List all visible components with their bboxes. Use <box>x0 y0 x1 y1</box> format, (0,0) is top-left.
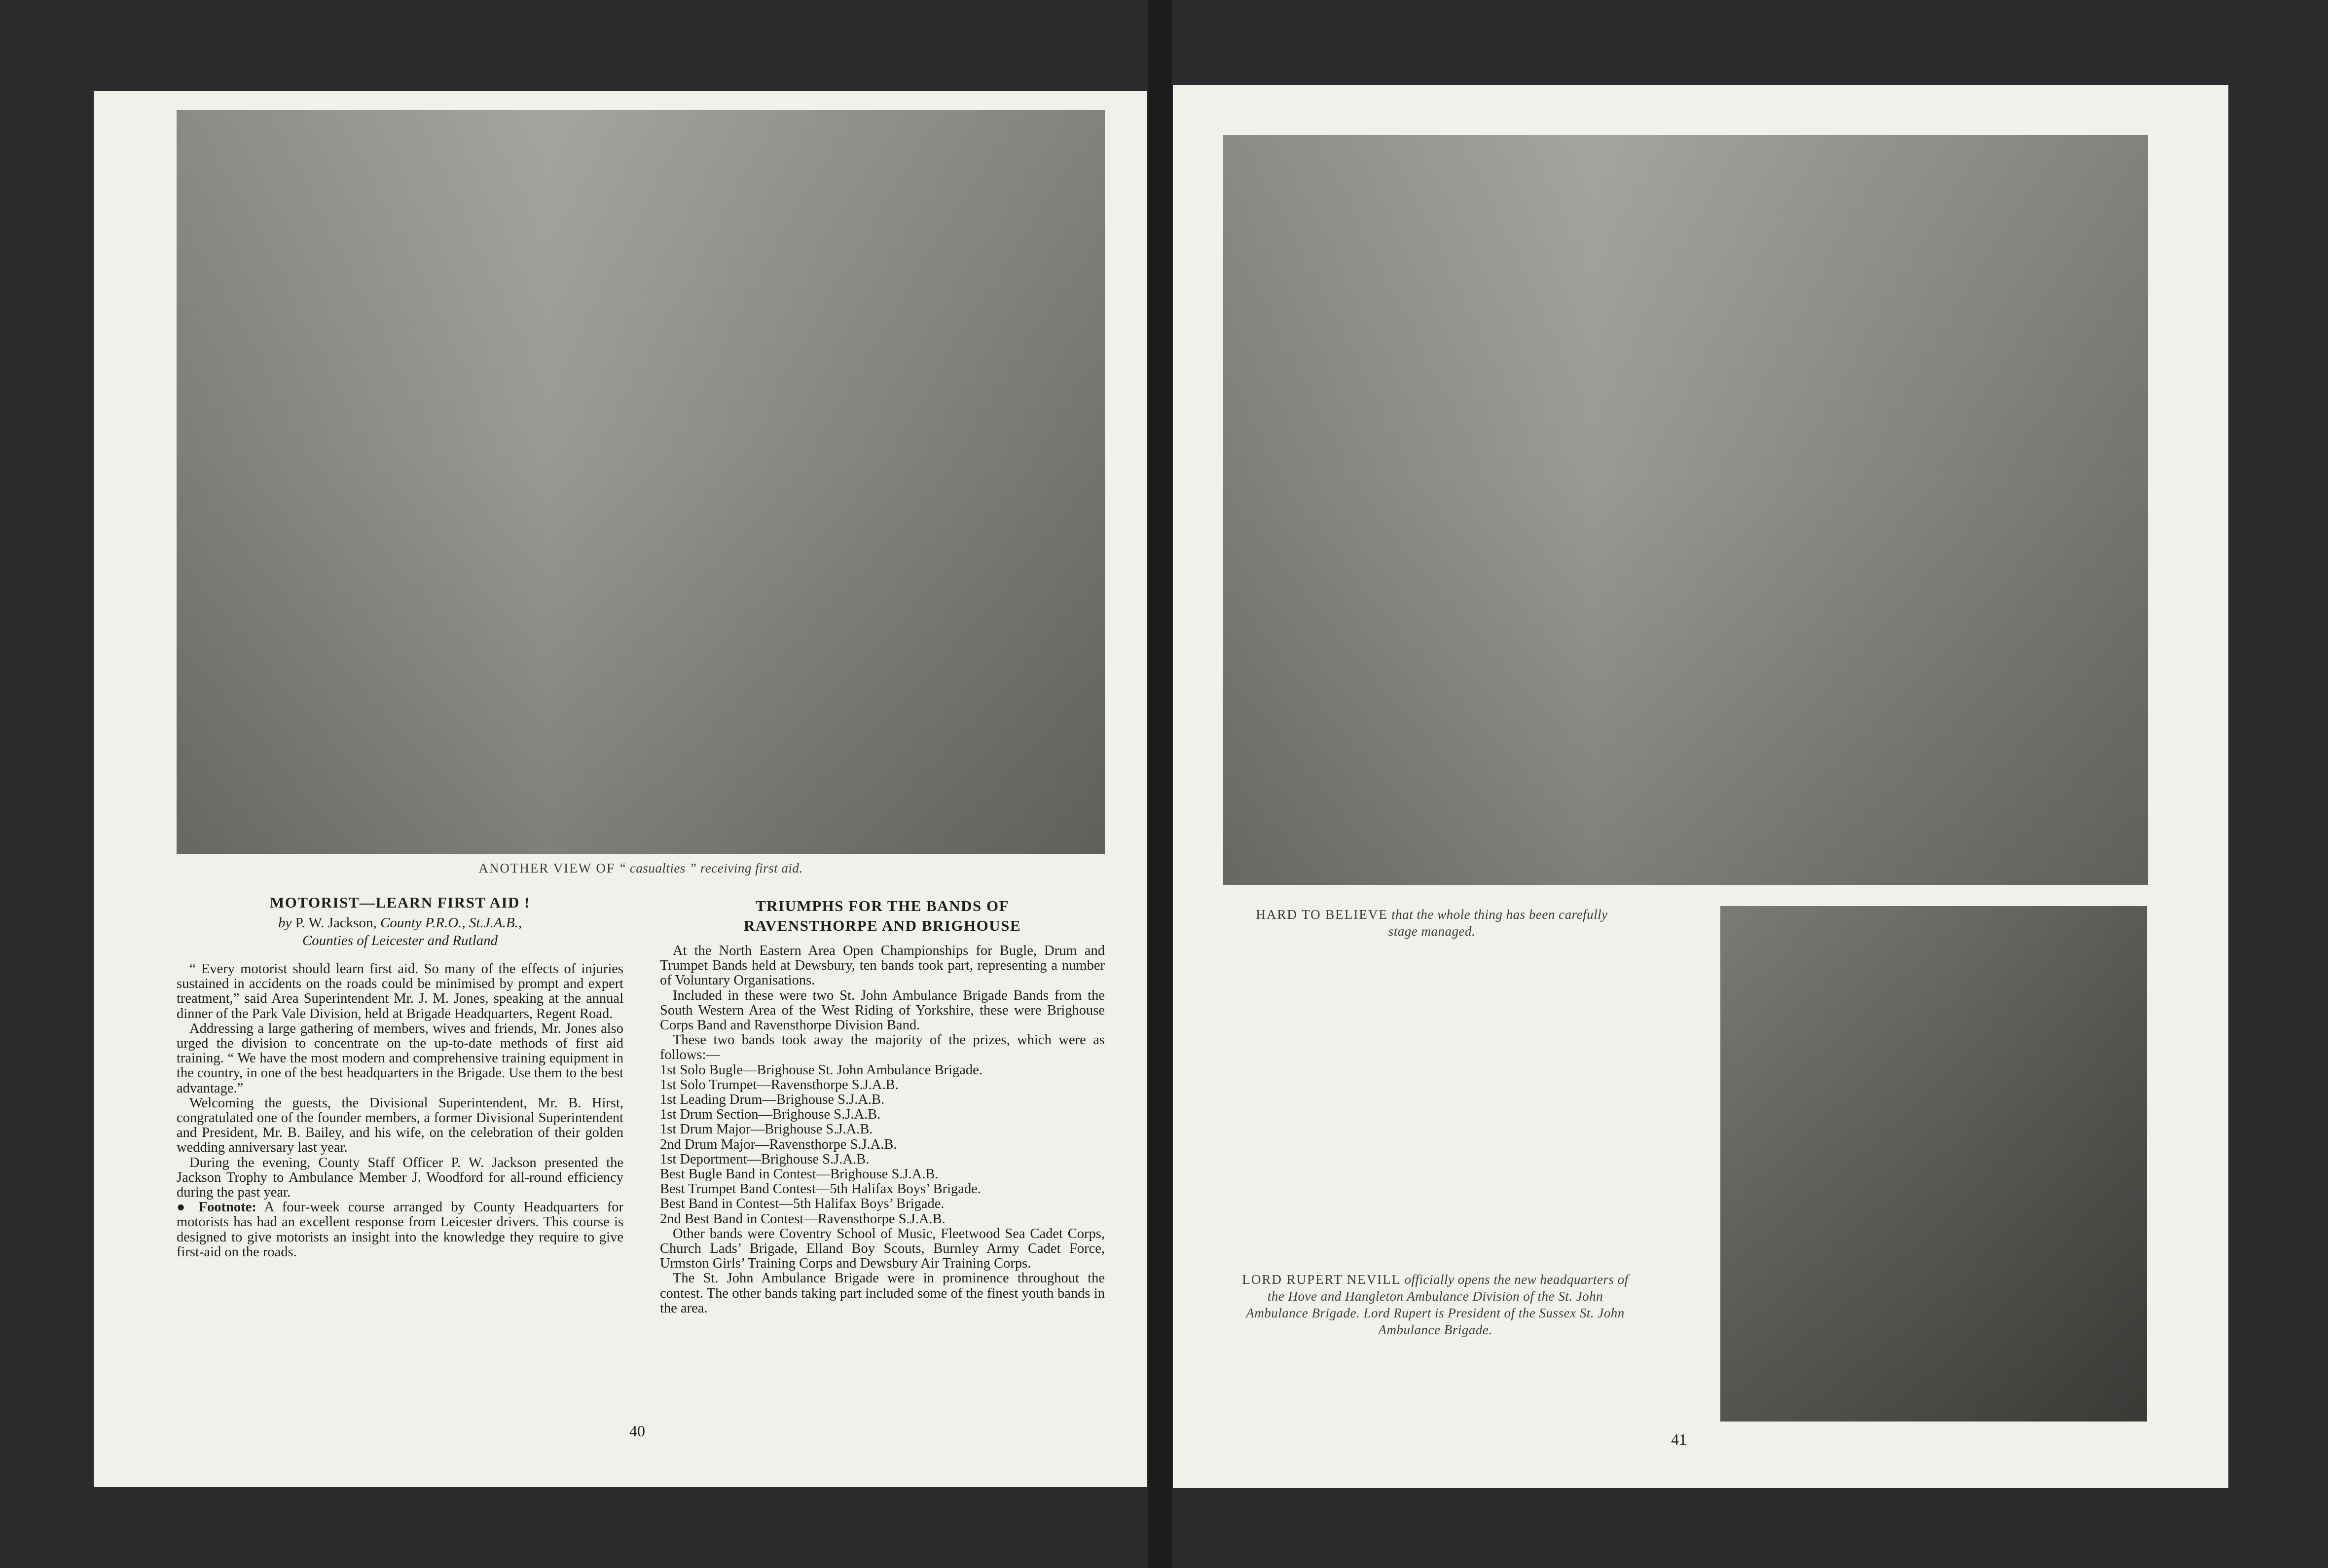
bands-title-line1: TRIUMPHS FOR THE BANDS OF <box>755 897 1010 914</box>
paragraph: Welcoming the guests, the Divisional Superintendent, Mr. B. Hirst, congratulated one of the founder members, a former Divisional Superintendent and President, Mr. B. Bailey, and his wife, on the celebration of their golden wedding anniversary last year. <box>177 1095 623 1156</box>
footnote <box>177 1200 623 1260</box>
caption-prefix: ANOTHER VIEW OF <box>478 861 615 875</box>
prize-item: 2nd Best Band in Contest—Ravensthorpe S.J.A.B. <box>660 1211 946 1227</box>
prize-item: Best Bugle Band in Contest—Brighouse S.J.A.B. <box>660 1167 939 1182</box>
prize-item: 1st Drum Major—Brighouse S.J.A.B. <box>660 1122 873 1137</box>
article-title-bands <box>660 896 1105 936</box>
portrait-caption <box>1238 1271 1633 1338</box>
prize-item: 1st Deportment—Brighouse S.J.A.B. <box>660 1151 870 1167</box>
page-number: 41 <box>1671 1430 1687 1448</box>
field-exercise-photo <box>1223 135 2148 885</box>
article-body-bands <box>660 944 1105 1316</box>
paragraph: “ Every motorist should learn first aid. So many of the effects of injuries sustained in accidents on the roads could be minimised by prompt and expert treatment,” said Area Superintendent Mr. J. M. Jones, speaking at the annual dinner of the Park Vale Division, held at Brigade Headquarters, Regent Road. <box>177 961 623 1021</box>
casualties-photo-caption <box>177 860 1105 876</box>
exercise-photo-caption <box>1242 906 1622 940</box>
paragraph: At the North Eastern Area Open Championships for Bugle, Drum and Trumpet Bands held at Dewsbury, ten bands took part, representing a number of Voluntary Organisations. <box>660 943 1105 988</box>
byline-role: County P.R.O., St.J.A.B., <box>380 915 522 931</box>
caption-prefix: HARD TO BELIEVE <box>1256 907 1388 922</box>
byline-by: by <box>278 915 292 931</box>
bands-title-line2: RAVENSTHORPE AND BRIGHOUSE <box>743 917 1021 934</box>
caption-italic: that the whole thing has been carefully stage managed. <box>1388 907 1608 939</box>
page-41 <box>1173 85 2228 1488</box>
caption-italic: officially opens the new headquarters of the Hove and Hangleton Ambulance Division of the St. John Ambulance Brigade. Lord Rupert is President of the Sussex St. John Ambulance Brigade. <box>1246 1272 1629 1337</box>
byline-area: Counties of Leicester and Rutland <box>302 933 498 948</box>
prize-item: Best Band in Contest—5th Halifax Boys’ Brigade. <box>660 1196 945 1212</box>
prize-item: 2nd Drum Major—Ravensthorpe S.J.A.B. <box>660 1136 897 1152</box>
magazine-spine <box>1148 0 1172 1568</box>
paragraph: During the evening, County Staff Officer P. W. Jackson presented the Jackson Trophy to Ambulance Member J. Woodford for all-round efficiency during the past year. <box>177 1155 623 1201</box>
lord-rupert-nevill-portrait <box>1720 906 2147 1422</box>
article-title-motorist: MOTORIST—LEARN FIRST AID ! <box>270 894 530 911</box>
caption-italic: “ casualties ” receiving first aid. <box>618 861 803 875</box>
caption-prefix: LORD RUPERT NEVILL <box>1242 1272 1401 1287</box>
paragraph: Other bands were Coventry School of Music, Fleetwood Sea Cadet Corps, Church Lads’ Brigade, Elland Boy Scouts, Burnley Army Cadet Force, Urmston Girls’ Training Corps and Dewsbury Air Training Corps. <box>660 1226 1105 1272</box>
footnote-label: ● Footnote: <box>177 1200 256 1215</box>
paragraph: These two bands took away the majority of the prizes, which were as follows:— <box>660 1032 1105 1063</box>
prize-item: 1st Leading Drum—Brighouse S.J.A.B. <box>660 1092 885 1108</box>
byline-name: P. W. Jackson, <box>295 915 377 931</box>
prize-item: 1st Drum Section—Brighouse S.J.A.B. <box>660 1107 881 1123</box>
article-body-motorist <box>177 962 623 1260</box>
paragraph: Included in these were two St. John Ambulance Brigade Bands from the South Western Area of the West Riding of Yorkshire, these were Brighouse Corps Band and Ravensthorpe Division Band. <box>660 987 1105 1033</box>
paragraph: The St. John Ambulance Brigade were in prominence throughout the contest. The other bands taking part included some of the finest youth bands in the area. <box>660 1271 1105 1316</box>
paragraph: Addressing a large gathering of members, wives and friends, Mr. Jones also urged the division to concentrate on the up-to-date methods of first aid training. “ We have the most modern and comprehensive training equipment in the country, in one of the best headquarters in the Brigade. Use them to the best advantage.” <box>177 1021 623 1096</box>
page-40 <box>94 91 1147 1487</box>
page-number: 40 <box>629 1422 645 1440</box>
prize-item: 1st Solo Bugle—Brighouse St. John Ambulance Brigade. <box>660 1062 982 1078</box>
casualties-first-aid-photo <box>177 110 1105 854</box>
footnote-text: A four-week course arranged by County Headquarters for motorists has had an excellent response from Leicester drivers. This course is designed to give motorists an insight into the knowledge they require to give first-aid on the roads. <box>177 1200 623 1260</box>
article-byline <box>177 914 623 949</box>
prize-item: 1st Solo Trumpet—Ravensthorpe S.J.A.B. <box>660 1077 899 1093</box>
prize-item: Best Trumpet Band Contest—5th Halifax Boys’ Brigade. <box>660 1181 981 1197</box>
